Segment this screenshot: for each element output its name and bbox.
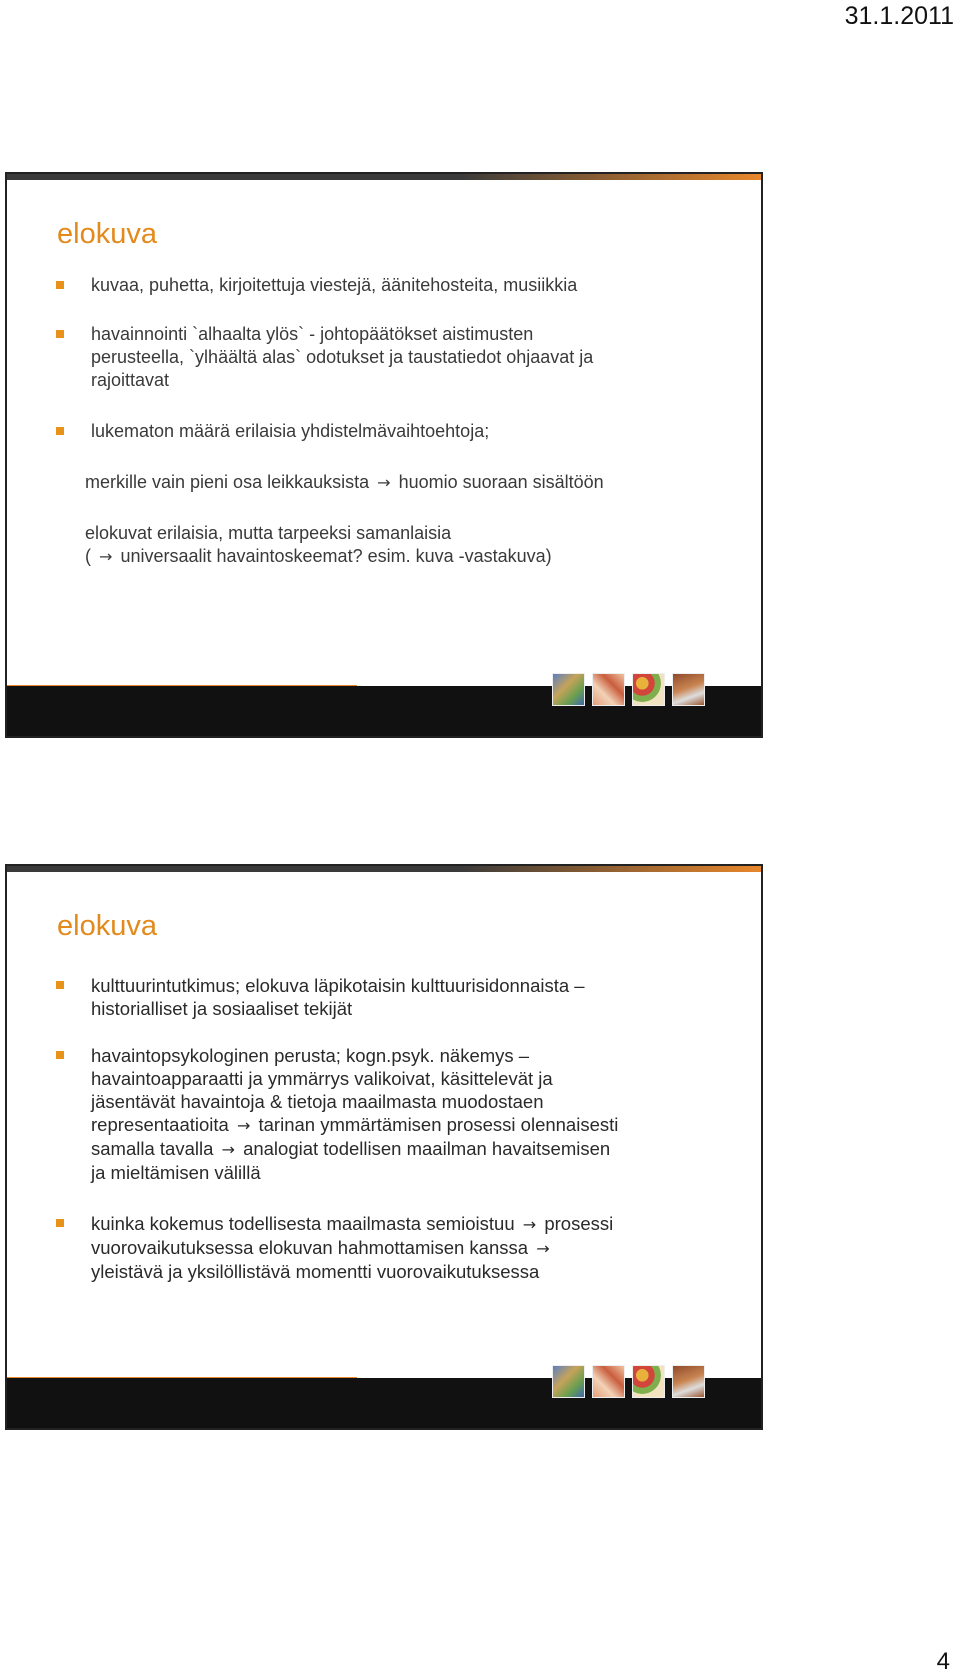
footer-thumbnails [552, 673, 705, 706]
item-line [91, 1137, 731, 1161]
item-text: huomio suoraan sisältöön [398, 472, 604, 492]
thumbnail-image [592, 673, 625, 706]
bullet-item [51, 323, 731, 392]
item-text: merkille vain pieni osa leikkauksista [85, 472, 370, 492]
item-line: perusteella, `ylhäältä alas` odotukset ja taustatiedot ohjaavat ja [91, 347, 594, 367]
arrow-right-icon: → [377, 473, 391, 492]
bullet-square-icon [56, 427, 64, 435]
sub-item [51, 522, 731, 568]
item-text: tarinan ymmärtämisen prosessi olennaisesti [258, 1114, 619, 1135]
slide-top-bar [7, 174, 761, 180]
slide-body [51, 274, 731, 596]
slide-title: elokuva [57, 910, 157, 942]
item-text: analogiat todellisen maailman havaitsemisen [243, 1138, 611, 1159]
item-line: havaintopsykologinen perusta; kogn.psyk. näkemys – [91, 1045, 530, 1066]
item-line: historialliset ja sosiaaliset tekijät [91, 998, 353, 1019]
bullet-item [51, 1212, 731, 1283]
item-line: rajoittavat [91, 370, 170, 390]
bullet-item [51, 274, 731, 297]
thumbnail-image [592, 1365, 625, 1398]
bullet-item [51, 1044, 731, 1184]
arrow-right-icon: → [99, 547, 113, 566]
bullet-square-icon [56, 281, 64, 289]
thumbnail-image [672, 673, 705, 706]
slide-body [51, 974, 731, 1311]
bullet-square-icon [56, 1219, 64, 1227]
item-text: universaalit havaintoskeemat? esim. kuva -vastakuva) [120, 546, 552, 566]
page-date: 31.1.2011 [844, 2, 954, 30]
item-line: havainnointi `alhaalta ylös` - johtopäätökset aistimusten [91, 324, 534, 344]
page-number: 4 [936, 1648, 950, 1675]
bullet-item [51, 974, 731, 1020]
item-line [85, 471, 731, 494]
arrow-right-icon: → [536, 1239, 550, 1258]
item-line: havaintoapparaatti ja ymmärrys valikoivat, käsittelevät ja [91, 1068, 553, 1089]
item-text: vuorovaikutuksessa elokuvan hahmottamisen kanssa [91, 1237, 529, 1258]
bullet-square-icon [56, 981, 64, 989]
item-line: kulttuurintutkimus; elokuva läpikotaisin kulttuurisidonnaista – [91, 975, 585, 996]
arrow-right-icon: → [236, 1116, 251, 1135]
footer-thumbnails [552, 1365, 705, 1398]
item-text: representaatioita [91, 1114, 229, 1135]
item-line [91, 1113, 731, 1137]
item-line: yleistävä ja yksilöllistävä momentti vuorovaikutuksessa [91, 1261, 540, 1282]
item-line: kuvaa, puhetta, kirjoitettuja viestejä, äänitehosteita, musiikkia [91, 275, 578, 295]
item-line [91, 1236, 731, 1260]
item-line: jäsentävät havaintoja & tietoja maailmasta muodostaen [91, 1091, 544, 1112]
thumbnail-image [632, 1365, 665, 1398]
arrow-right-icon: → [522, 1215, 537, 1234]
sub-item [51, 471, 731, 494]
item-text: kuinka kokemus todellisesta maailmasta semioistuu [91, 1213, 515, 1234]
bullet-square-icon [56, 1051, 64, 1059]
bullet-item [51, 420, 731, 443]
arrow-right-icon: → [221, 1140, 235, 1159]
item-line: ja mieltämisen välillä [91, 1162, 261, 1183]
thumbnail-image [552, 673, 585, 706]
item-text: samalla tavalla [91, 1138, 214, 1159]
slide-top-bar [7, 866, 761, 872]
thumbnail-image [552, 1365, 585, 1398]
slide-1 [5, 172, 763, 738]
item-text: prosessi [544, 1213, 614, 1234]
item-text: ( [85, 546, 91, 566]
bullet-square-icon [56, 330, 64, 338]
item-line: elokuvat erilaisia, mutta tarpeeksi samanlaisia [85, 523, 452, 543]
item-line [91, 1212, 731, 1236]
slide-2 [5, 864, 763, 1430]
thumbnail-image [672, 1365, 705, 1398]
item-line: lukematon määrä erilaisia yhdistelmävaihtoehtoja; [91, 421, 490, 441]
slide-title: elokuva [57, 218, 157, 250]
thumbnail-image [632, 673, 665, 706]
item-line [85, 545, 731, 568]
